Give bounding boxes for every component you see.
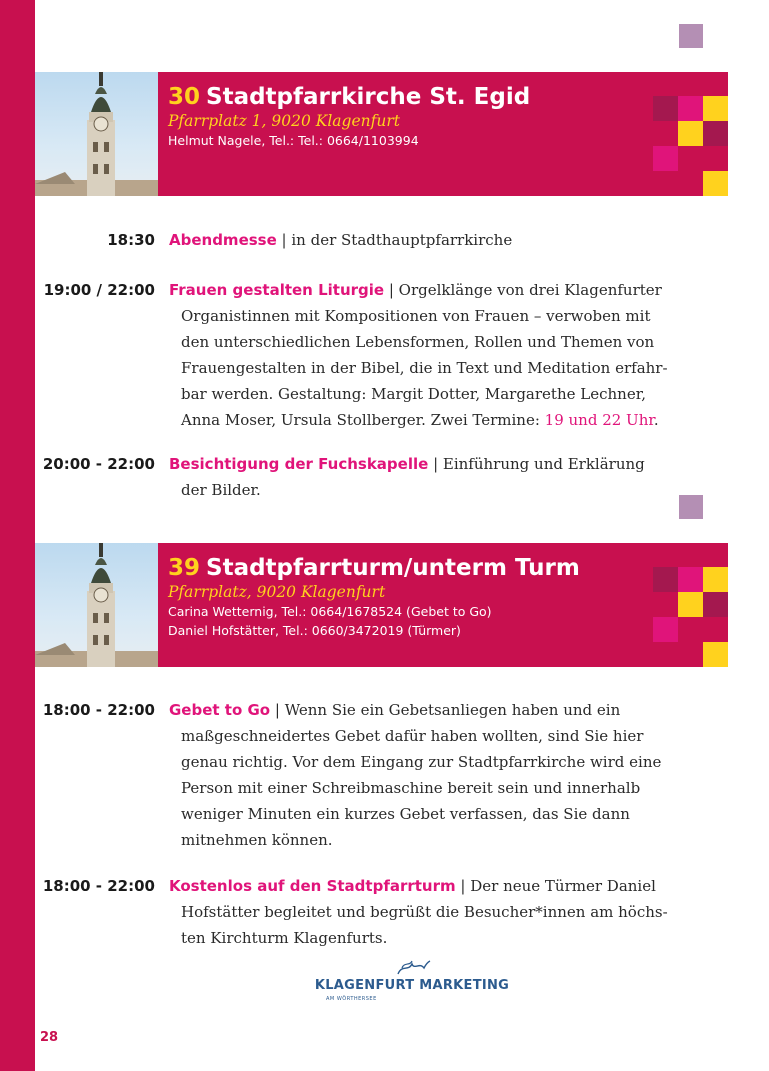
event-title: Besichtigung der Fuchskapelle [169,455,429,473]
event-text: Anna Moser, Ursula Stollberger. Zwei Termine: [181,411,545,429]
event-text: Hofstätter begleitet und begrüßt die Besucher*innen am höchs- [181,903,668,921]
event-title: Abendmesse [169,231,277,249]
dragon-icon [392,958,432,978]
event-time: 18:00 - 22:00 [42,701,155,719]
church-tower-photo [35,543,158,667]
event-text: den unterschiedlichen Lebensformen, Rollen und Themen von [181,333,655,351]
event-time: 18:00 - 22:00 [42,877,155,895]
event-text: mitnehmen können. [181,831,333,849]
event-text: Frauengestalten in der Bibel, die in Text und Meditation erfahr- [181,359,668,377]
event-text: | Orgelklänge von drei Klagenfurter [384,281,662,299]
event-description [169,451,729,503]
event-text: Organistinnen mit Kompositionen von Frauen – verwoben mit [181,307,651,325]
section-contact: Carina Wetternig, Tel.: 0664/1678524 (Gebet to Go) [168,604,492,619]
event-time: 18:30 [107,231,155,249]
section-banner-30 [35,72,728,196]
event-text: ten Kirchturm Klagenfurts. [181,929,388,947]
event-text: bar werden. Gestaltung: Margit Dotter, Margarethe Lechner, [181,385,646,403]
section-address: Pfarrplatz 1, 9020 Klagenfurt [168,112,400,130]
event-time: 19:00 / 22:00 [43,281,155,299]
event-description [169,277,729,433]
event-text: der Bilder. [181,481,261,499]
section-title [168,84,638,111]
event-time: 20:00 - 22:00 [42,455,155,473]
event-text-end: . [653,411,659,429]
section-number: 39 [168,555,201,581]
event-text: genau richtig. Vor dem Eingang zur Stadtpfarrkirche wird eine [181,753,662,771]
section-title [168,555,638,582]
event-description [169,697,729,853]
logo-tagline: AM WÖRTHERSEE [326,996,377,1002]
section-contact: Daniel Hofstätter, Tel.: 0660/3472019 (Türmer) [168,623,461,638]
mosaic-pattern [653,96,728,196]
event-title: Gebet to Go [169,701,271,719]
logo-name: KLAGENFURT MARKETING [314,978,510,993]
event-text: weniger Minuten ein kurzes Gebet verfassen, das Sie dann [181,805,630,823]
event-text: | Einführung und Erklärung [428,455,645,473]
event-title: Kostenlos auf den Stadtpfarrturm [169,877,456,895]
deco-square-top [679,24,703,48]
event-text: | in der Stadthauptpfarrkirche [276,231,513,249]
event-text: Person mit einer Schreibmaschine bereit sein und innerhalb [181,779,641,797]
klagenfurt-marketing-logo [312,958,512,1002]
event-description [169,227,729,253]
church-tower-photo [35,72,158,196]
event-description [169,873,729,951]
side-accent-bar [0,0,35,1071]
mosaic-pattern [653,567,728,667]
section-address: Pfarrplatz, 9020 Klagenfurt [168,583,386,601]
event-highlight: 19 und 22 Uhr [544,411,654,429]
event-title: Frauen gestalten Liturgie [169,281,385,299]
event-text: | Der neue Türmer Daniel [455,877,656,895]
section-name: Stadtpfarrkirche St. Egid [206,84,531,110]
section-name: Stadtpfarrturm/unterm Turm [206,555,580,581]
section-contact: Helmut Nagele, Tel.: Tel.: 0664/1103994 [168,133,419,148]
page-number: 28 [40,1030,59,1045]
section-banner-39 [35,543,728,667]
event-text: maßgeschneidertes Gebet dafür haben wollten, sind Sie hier [181,727,644,745]
section-number: 30 [168,84,201,110]
event-text: | Wenn Sie ein Gebetsanliegen haben und ein [270,701,621,719]
